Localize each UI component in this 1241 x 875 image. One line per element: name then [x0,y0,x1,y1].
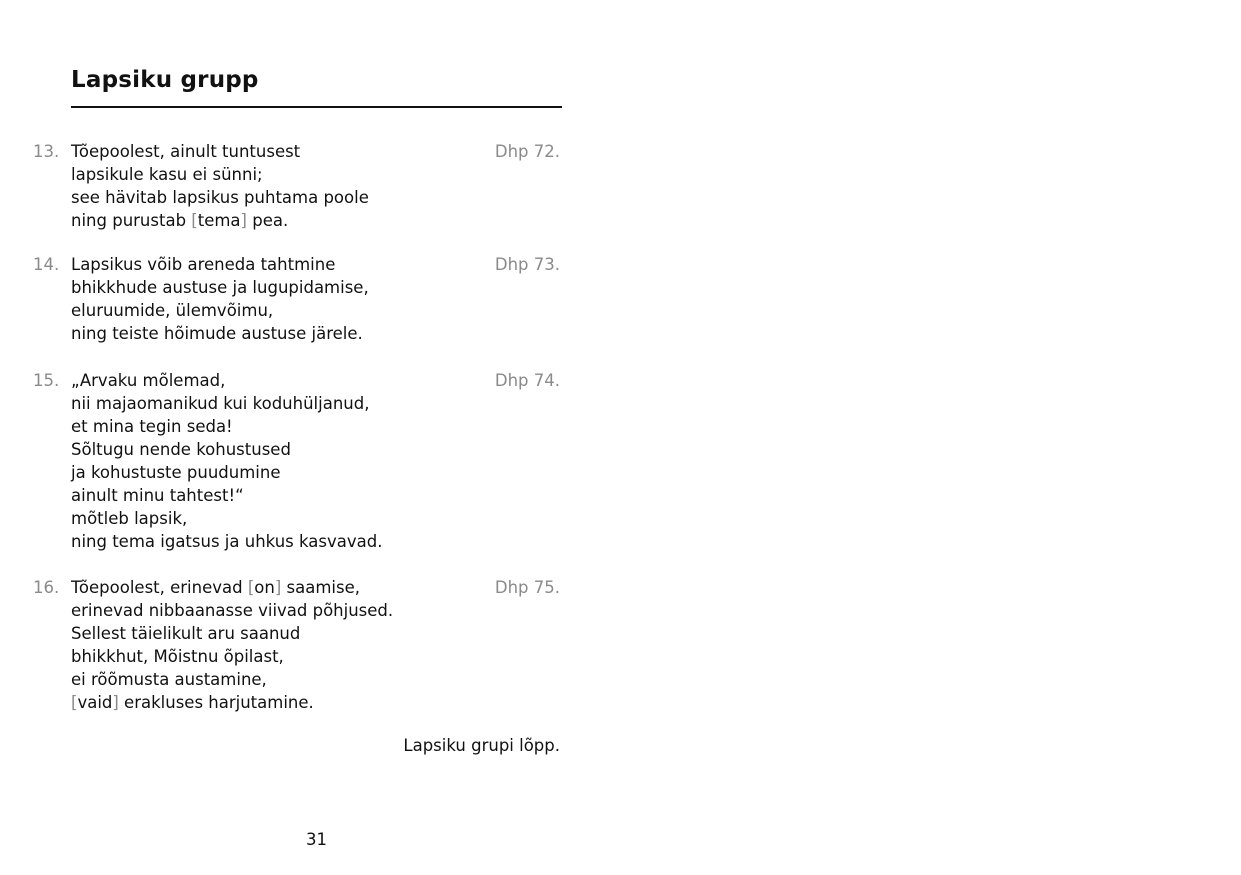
verse-text: vaid [77,693,113,712]
verse-text: eluruumide, ülemvõimu, [71,301,274,320]
verse-text: Sõltugu nende kohustused [71,440,291,459]
verse-text: on [254,578,275,597]
verse-text: lapsikule kasu ei sünni; [71,165,263,184]
verse-text: erakluses harjutamine. [118,693,314,712]
verse-line [71,415,382,438]
verse-text: pea. [246,211,289,230]
verse-line [71,369,382,392]
verse-line [71,668,393,691]
editorial-bracket: ] [112,693,119,712]
verse-text: ning teiste hõimude austuse järele. [71,324,363,343]
verse-reference: Dhp 74. [494,371,560,390]
verse-text: tema [197,211,241,230]
page-number: 31 [306,830,327,849]
verse-line [71,392,382,415]
verse-line [71,163,369,186]
verse-text: nii majaomanikud kui koduhüljanud, [71,394,370,413]
verse-text: Lapsikus võib areneda tahtmine [71,255,336,274]
verse-number: 16. [33,578,60,597]
verse-lines [71,576,393,714]
verse-line [71,253,369,276]
verse-line [71,276,369,299]
editorial-bracket: [ [247,578,255,597]
verse-lines [71,140,369,232]
verse-reference: Dhp 73. [494,255,560,274]
verse-line [71,507,382,530]
verse-text: mõtleb lapsik, [71,509,188,528]
verse-text: „Arvaku mõlemad, [71,371,226,390]
editorial-bracket: [ [71,693,78,712]
verse-line [71,599,393,622]
verse-text: Tõepoolest, ainult tuntusest [71,142,301,161]
verse-line [71,576,393,599]
verse-text: et mina tegin seda! [71,417,233,436]
verse-text: Sellest täielikult aru saanud [71,624,301,643]
verse-line [71,322,369,345]
verse-number: 14. [33,255,60,274]
verse-line [71,438,382,461]
chapter-end-note: Lapsiku grupi lõpp. [403,736,560,755]
title-underline [71,106,562,108]
page-title: Lapsiku grupp [71,67,259,93]
verse-number: 13. [33,142,60,161]
verse-line [71,530,382,553]
verse-line [71,622,393,645]
verse-line [71,299,369,322]
verse-line [71,209,369,232]
verse-line [71,691,393,714]
verse-reference: Dhp 72. [494,142,560,161]
editorial-bracket: ] [240,211,247,230]
verse-text: ei rõõmusta austamine, [71,670,267,689]
verse-line [71,140,369,163]
verse-line [71,645,393,668]
verse-line [71,186,369,209]
editorial-bracket: ] [274,578,282,597]
verse-text: saamise, [281,578,360,597]
verse-text: ainult minu tahtest!“ [71,486,244,505]
verse-text: bhikkhut, Mõistnu õpilast, [71,647,284,666]
verse-line [71,461,382,484]
verse-text: ning purustab [71,211,192,230]
editorial-bracket: [ [191,211,198,230]
verse-text: erinevad nibbaanasse viivad põhjused. [71,601,394,620]
verse-lines [71,253,369,345]
verse-text: ning tema igatsus ja uhkus kasvavad. [71,532,383,551]
verse-reference: Dhp 75. [494,578,560,597]
verse-lines [71,369,382,553]
verse-number: 15. [33,371,60,390]
verse-text: ja kohustuste puudumine [71,463,281,482]
verse-text: bhikkhude austuse ja lugupidamise, [71,278,369,297]
verse-line [71,484,382,507]
verse-text: see hävitab lapsikus puhtama poole [71,188,369,207]
verse-text: Tõepoolest, erinevad [71,578,248,597]
